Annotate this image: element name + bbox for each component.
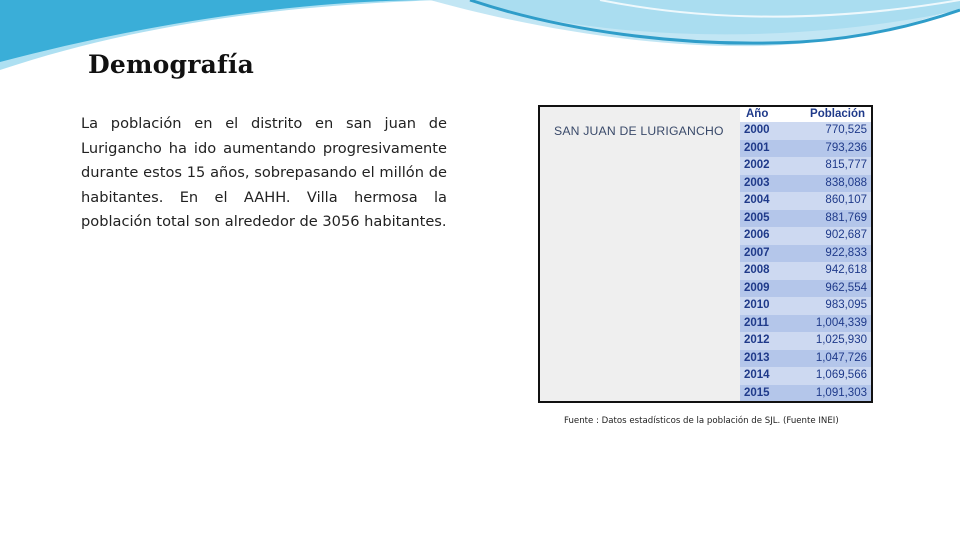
year-cell: 2003: [744, 176, 770, 189]
population-cell: 942,618: [825, 264, 867, 276]
population-cell: 922,833: [825, 246, 867, 259]
year-cell: 2008: [744, 264, 770, 276]
slide-title: Demografía: [88, 50, 255, 79]
year-cell: 2012: [744, 334, 770, 346]
year-cell: 2000: [744, 124, 770, 136]
population-cell: 962,554: [825, 281, 867, 294]
population-cell: 860,107: [825, 194, 867, 206]
table-row: [740, 210, 871, 228]
population-cell: 881,769: [825, 211, 867, 224]
population-cell: 1,025,930: [815, 334, 867, 346]
table-row: [740, 297, 871, 315]
population-cell: 983,095: [825, 299, 867, 311]
year-cell: 2015: [744, 386, 770, 399]
table-row: [740, 350, 871, 368]
table-row: [740, 175, 871, 193]
year-cell: 2005: [744, 211, 770, 224]
table-row: [740, 227, 871, 245]
table-row: [740, 367, 871, 385]
population-table: [538, 105, 873, 403]
table-row: [740, 262, 871, 280]
source-caption: Fuente : Datos estadísticos de la población de SJL. (Fuente INEI): [564, 416, 839, 426]
population-cell: 902,687: [825, 229, 867, 241]
population-cell: 1,069,566: [815, 369, 867, 381]
population-cell: 1,047,726: [815, 351, 867, 364]
table-row: [740, 157, 871, 175]
year-cell: 2001: [744, 141, 770, 154]
population-cell: 815,777: [825, 159, 867, 171]
table-row: [740, 192, 871, 210]
table-row: [740, 280, 871, 298]
population-cell: 793,236: [825, 141, 867, 154]
year-cell: 2004: [744, 194, 770, 206]
population-cell: 1,091,303: [815, 386, 867, 399]
year-cell: 2014: [744, 369, 770, 381]
year-cell: 2011: [744, 316, 769, 329]
year-cell: 2002: [744, 159, 770, 171]
header-year: Año: [746, 108, 769, 120]
table-row: [740, 245, 871, 263]
table-row: [740, 122, 871, 140]
year-cell: 2010: [744, 299, 770, 311]
table-header-row: [740, 107, 871, 122]
table-row: [740, 385, 871, 403]
table-body: [740, 122, 871, 402]
year-cell: 2009: [744, 281, 770, 294]
table-row: [740, 315, 871, 333]
table-row: [740, 140, 871, 158]
population-cell: 770,525: [825, 124, 867, 136]
population-cell: 1,004,339: [815, 316, 867, 329]
body-paragraph: La población en el distrito en san juan de Lurigancho ha ido aumentando progresivamente durante estos 15 años, sobrepasando el millón de habitantes. En el AAHH. Villa hermosa la población total son alrededor de 3056 habitantes.: [81, 115, 447, 231]
table-row: [740, 332, 871, 350]
district-name: SAN JUAN DE LURIGANCHO: [554, 124, 724, 138]
year-cell: 2013: [744, 351, 770, 364]
year-cell: 2006: [744, 229, 770, 241]
year-cell: 2007: [744, 246, 770, 259]
population-cell: 838,088: [825, 176, 867, 189]
population-table-grid: [740, 107, 871, 402]
header-population: Población: [810, 108, 865, 120]
